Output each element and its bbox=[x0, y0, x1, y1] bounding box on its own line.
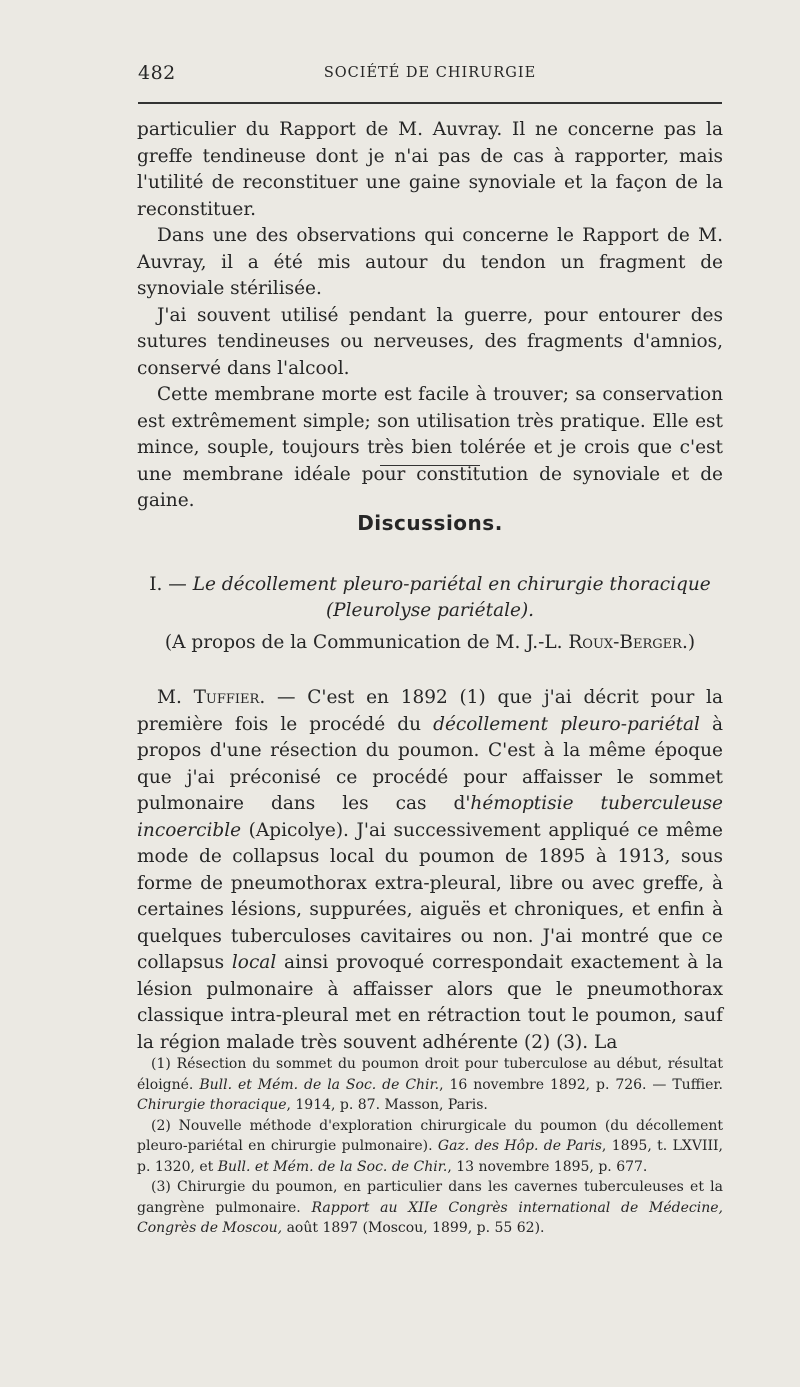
paragraph-3: J'ai souvent utilisé pendant la guerre, pour entourer des sutures tendineuses ou nerveuses, des fragments d'amnios, conservé dans l'alcool. bbox=[137, 304, 723, 379]
footnote-2-italic-b: Gaz. des Hôp. de Paris bbox=[437, 1138, 602, 1154]
footnote-1-text-c: , 16 novembre 1892, p. 726. — Tuffier. bbox=[439, 1076, 724, 1093]
section-heading: Discussions. bbox=[357, 511, 503, 535]
footnote-2 bbox=[137, 1116, 723, 1178]
discussion-italic-2: hémoptisie tuberculeuse incoercible bbox=[137, 793, 723, 841]
footnote-3 bbox=[137, 1177, 723, 1239]
discussion-paragraph bbox=[137, 685, 723, 1056]
header-rule bbox=[138, 102, 722, 104]
paragraph-1: particulier du Rapport de M. Auvray. Il ne concerne pas la greffe tendineuse dont je n'ai pas de cas à rapporter, mais l'utilité de reconstituer une gaine synoviale et la façon de la reconstituer. bbox=[137, 119, 723, 220]
topic-apropos bbox=[137, 630, 723, 656]
footnote-1-text-a: (1) Résection du sommet du poumon droit pour tuberculose au début, résultat éloigné. bbox=[137, 1056, 723, 1093]
section-divider bbox=[380, 465, 480, 466]
footnote-1-italic-d: Chirurgie thoracique bbox=[137, 1097, 287, 1113]
footnote-1-text-e: , 1914, p. 87. Masson, Paris. bbox=[286, 1097, 488, 1113]
footnote-1 bbox=[137, 1054, 723, 1116]
footnote-2-text-e: , 13 novembre 1895, p. 677. bbox=[447, 1158, 648, 1175]
topic-number: I. — bbox=[149, 574, 187, 595]
footnote-2-italic-d: Bull. et Mém. de la Soc. de Chir. bbox=[217, 1158, 448, 1175]
discussion-italic-3: local bbox=[231, 952, 277, 973]
discussion-text-3: (Apicolye). J'ai successivement appliqué ce même mode de collapsus local du poumon de 1895 à 1913, sous forme de pneumothorax extra-pleural, libre ou avec greffe, à certaines lésions, suppurées, aiguës et chroniques, et enfin à quelques tuberculoses cavitaires ou non. J'ai montré que ce collapsus bbox=[137, 819, 723, 973]
running-head: SOCIÉTÉ DE CHIRURGIE bbox=[323, 65, 537, 81]
footnote-2-text-c: , 1895, t. LXVIII, p. 1320, et bbox=[137, 1138, 723, 1175]
footnote-3-text-c: août 1897 (Moscou, 1899, p. 55 62). bbox=[282, 1220, 545, 1236]
apropos-prefix: (A propos de la Communication de M. J.-L. bbox=[164, 632, 569, 653]
footnote-3-italic-b: Rapport au XIIe Congrès international de Médecine, Congrès de Moscou, bbox=[137, 1199, 723, 1236]
footnote-3-text-a: (3) Chirurgie du poumon, en particulier dans les cavernes tuberculeuses et la gangrène pulmonaire. bbox=[137, 1179, 723, 1216]
topic-title: Le décollement pleuro-pariétal en chirurgie thoracique bbox=[192, 574, 711, 595]
paragraph-2: Dans une des observations qui concerne le Rapport de M. Auvray, il a été mis autour du tendon un fragment de synoviale stérilisée. bbox=[137, 225, 723, 299]
footnote-1-italic-b: Bull. et Mém. de la Soc. de Chir. bbox=[199, 1076, 440, 1093]
apropos-suffix: .) bbox=[681, 632, 696, 653]
paragraph-4: Cette membrane morte est facile à trouver; sa conservation est extrêmement simple; son utilisation très pratique. Elle est mince, souple, toujours très bien tolérée et je crois que c'est une membrane idéale pour constitution de synoviale et de gaine. bbox=[137, 384, 723, 511]
page-header bbox=[138, 62, 722, 90]
discussion-italic-1: décollement pleuro-pariétal bbox=[433, 713, 700, 735]
topic-block bbox=[137, 572, 723, 656]
body-text bbox=[137, 117, 723, 515]
discussion-text-1: — C'est en 1892 (1) que j'ai décrit pour la première fois le procédé du bbox=[137, 687, 724, 735]
page-number: 482 bbox=[138, 62, 176, 84]
discussion-text-2: à propos d'une résection du poumon. C'est à la même époque que j'ai préconisé ce procédé pour affaisser le sommet pulmonaire dans les cas d' bbox=[137, 713, 723, 814]
discussion-text-4: ainsi provoqué correspondait exactement à la lésion pulmonaire à affaisser alors que le pneumothorax classique intra-pleural met en rétraction tout le poumon, sauf la région malade très souvent adhérente (2) (3). La bbox=[137, 952, 723, 1053]
topic-title-line bbox=[137, 572, 723, 598]
footnotes bbox=[137, 1054, 723, 1239]
speaker-name: M. Tuffier. bbox=[157, 687, 266, 708]
footnote-2-text-a: (2) Nouvelle méthode d'exploration chirurgicale du poumon (du décollement pleuro-pariétal en chirurgie pulmonaire). bbox=[137, 1117, 723, 1154]
apropos-author: Roux-Berger bbox=[568, 632, 682, 653]
topic-subtitle: (Pleurolyse pariétale). bbox=[325, 600, 535, 621]
